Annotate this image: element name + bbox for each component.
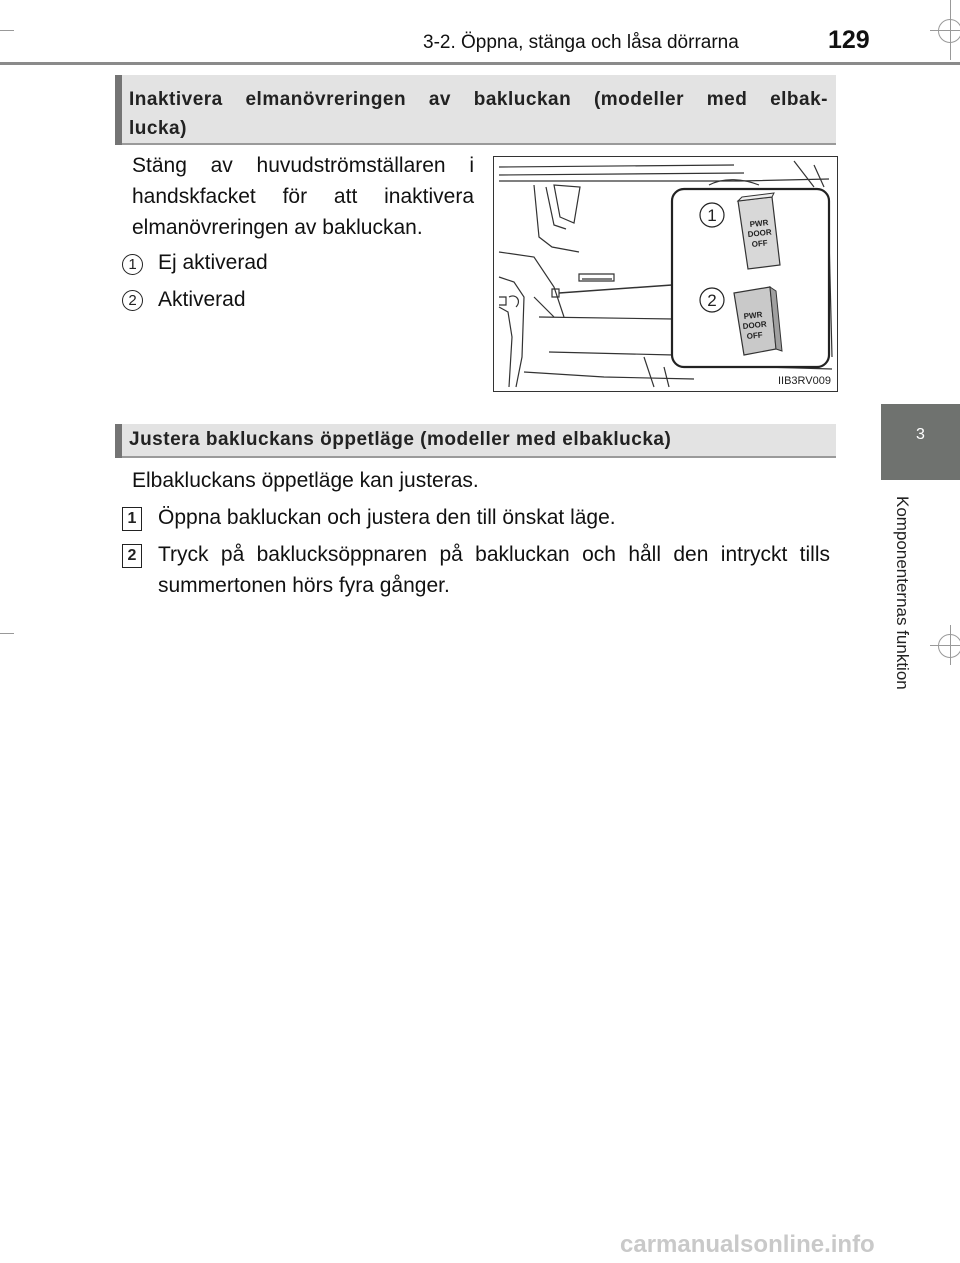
header-divider [0, 62, 960, 65]
glovebox-switch-figure [493, 156, 838, 392]
section-title-line: lucka) [129, 118, 187, 139]
step-number: 1 [122, 507, 142, 531]
crop-mark [938, 19, 960, 43]
step-text-line: Tryck på baklucksöppnaren på bakluckan och håll den intryckt tills [158, 543, 830, 566]
crop-mark [0, 30, 14, 31]
chapter-tab [881, 404, 960, 480]
intro-line: Stäng av huvudströmställaren i [132, 154, 474, 177]
crop-mark [938, 634, 960, 658]
list-item-label: Ej aktiverad [158, 251, 268, 274]
section-header-adjust-tailgate-height [115, 424, 836, 458]
running-header-title: 3-2. Öppna, stänga och låsa dörrarna [423, 32, 739, 53]
svg-text:DOOR: DOOR [742, 319, 768, 331]
intro-line: elmanövreringen av bakluckan. [132, 216, 423, 239]
section-title-line: Inaktivera elmanövreringen av bakluckan (modeller med elbak- [129, 89, 828, 110]
figure-code: IIB3RV009 [777, 375, 831, 387]
svg-text:OFF: OFF [746, 330, 764, 341]
figure-callout-1-label: 1 [707, 206, 717, 225]
svg-text:OFF: OFF [751, 238, 769, 249]
svg-text:DOOR: DOOR [747, 227, 773, 239]
figure-callout-2-label: 2 [707, 291, 717, 310]
section-title: Justera bakluckans öppetläge (modeller med elbaklucka) [129, 429, 672, 450]
callout-number: 2 [122, 290, 143, 311]
intro-paragraph [132, 150, 474, 243]
intro-paragraph: Elbakluckans öppetläge kan justeras. [132, 469, 479, 492]
page-number: 129 [828, 26, 870, 54]
watermark: carmanualsonline.info [620, 1231, 875, 1258]
list-item-label: Aktiverad [158, 288, 246, 311]
step-text: Öppna bakluckan och justera den till önskat läge. [158, 506, 616, 529]
crop-mark [0, 633, 14, 634]
chapter-label: Komponenternas funktion [893, 496, 912, 690]
chapter-number: 3 [916, 426, 925, 443]
section-header-disable-power-tailgate [115, 75, 836, 145]
step-text-line: summertonen hörs fyra gånger. [158, 574, 450, 597]
svg-text:PWR: PWR [749, 218, 769, 229]
callout-number: 1 [122, 254, 143, 275]
intro-line: handskfacket för att inaktivera [132, 185, 474, 208]
svg-text:PWR: PWR [743, 310, 763, 321]
glovebox-illustration [494, 157, 837, 391]
step-text [158, 539, 830, 601]
step-number: 2 [122, 544, 142, 568]
